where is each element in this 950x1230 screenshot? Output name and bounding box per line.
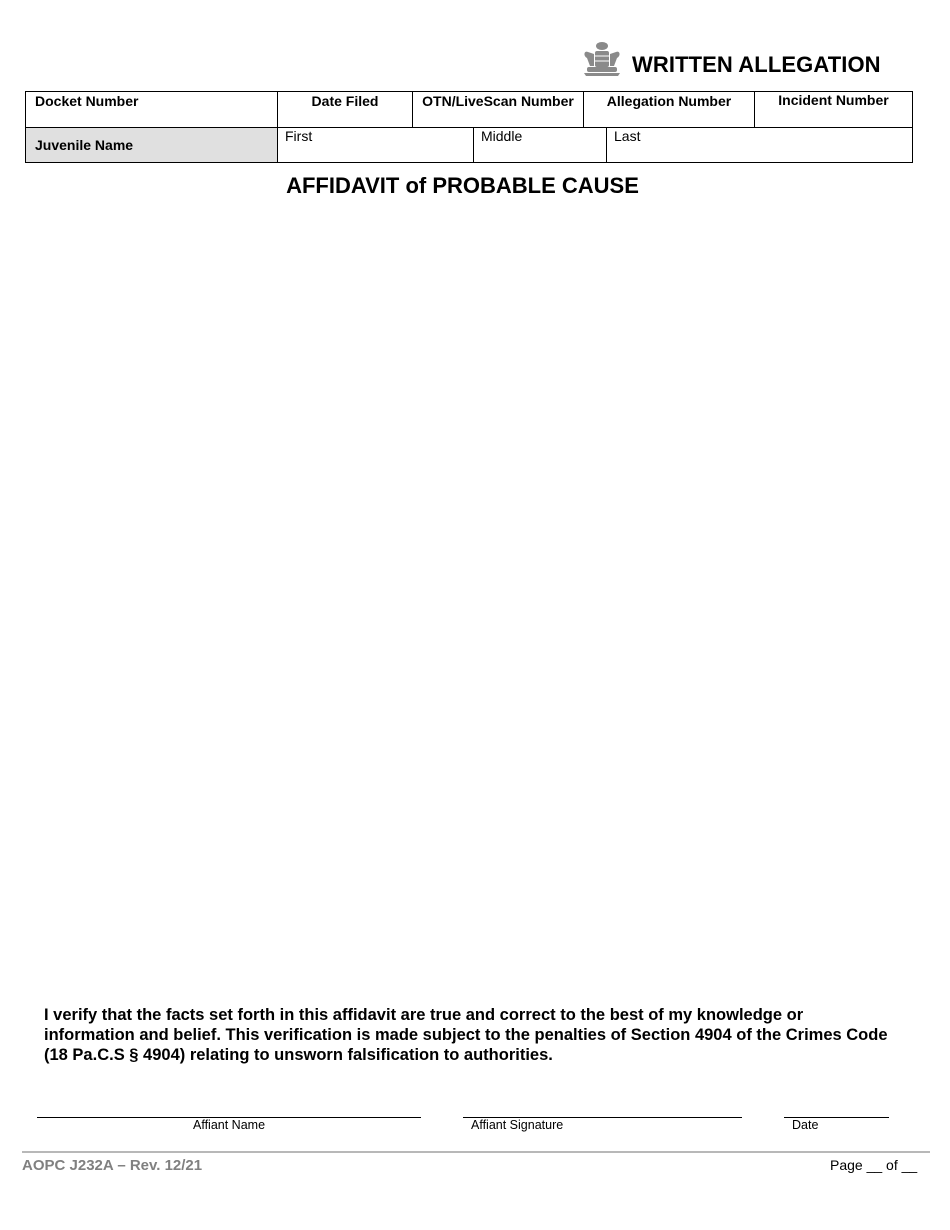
allegation-number-field[interactable] bbox=[588, 110, 750, 126]
row-divider bbox=[26, 127, 912, 128]
last-name-field[interactable]: Last bbox=[614, 128, 641, 144]
docket-number-label: Docket Number bbox=[35, 93, 139, 109]
middle-name-field[interactable]: Middle bbox=[481, 128, 523, 144]
form-title: WRITTEN ALLEGATION bbox=[632, 52, 881, 77]
case-info-table bbox=[25, 91, 913, 163]
col-divider bbox=[606, 127, 607, 162]
allegation-number-label: Allegation Number bbox=[606, 93, 732, 109]
date-label: Date bbox=[792, 1118, 819, 1132]
first-name-field[interactable]: First bbox=[285, 128, 313, 144]
incident-number-label: Incident Number bbox=[778, 92, 889, 108]
juvenile-name-label: Juvenile Name bbox=[35, 137, 134, 153]
date-filed-label: Date Filed bbox=[311, 93, 379, 109]
incident-number-field[interactable] bbox=[759, 110, 909, 126]
affiant-name-label: Affiant Name bbox=[193, 1118, 266, 1132]
state-seal-icon bbox=[582, 40, 622, 76]
otn-livescan-field[interactable] bbox=[417, 110, 579, 126]
verification-statement: I verify that the facts set forth in this affidavit are true and correct to the best of my knowledge or information and belief. This verification is made subject to the penalties of Section 4904 of the Crimes Code (18 Pa.C.S § 4904) relating to unsworn falsification to authorities. bbox=[44, 1006, 888, 1064]
docket-number-field[interactable] bbox=[35, 110, 275, 126]
affiant-signature-label: Affiant Signature bbox=[471, 1118, 564, 1132]
affidavit-body-area[interactable] bbox=[44, 210, 894, 990]
date-filed-field[interactable] bbox=[282, 110, 408, 126]
affidavit-heading: AFFIDAVIT of PROBABLE CAUSE bbox=[286, 173, 639, 198]
page-number: Page __ of __ bbox=[830, 1157, 918, 1173]
form-id: AOPC J232A – Rev. 12/21 bbox=[22, 1157, 203, 1174]
otn-livescan-label: OTN/LiveScan Number bbox=[422, 93, 574, 109]
footer-divider bbox=[22, 1151, 930, 1153]
col-divider bbox=[473, 127, 474, 162]
